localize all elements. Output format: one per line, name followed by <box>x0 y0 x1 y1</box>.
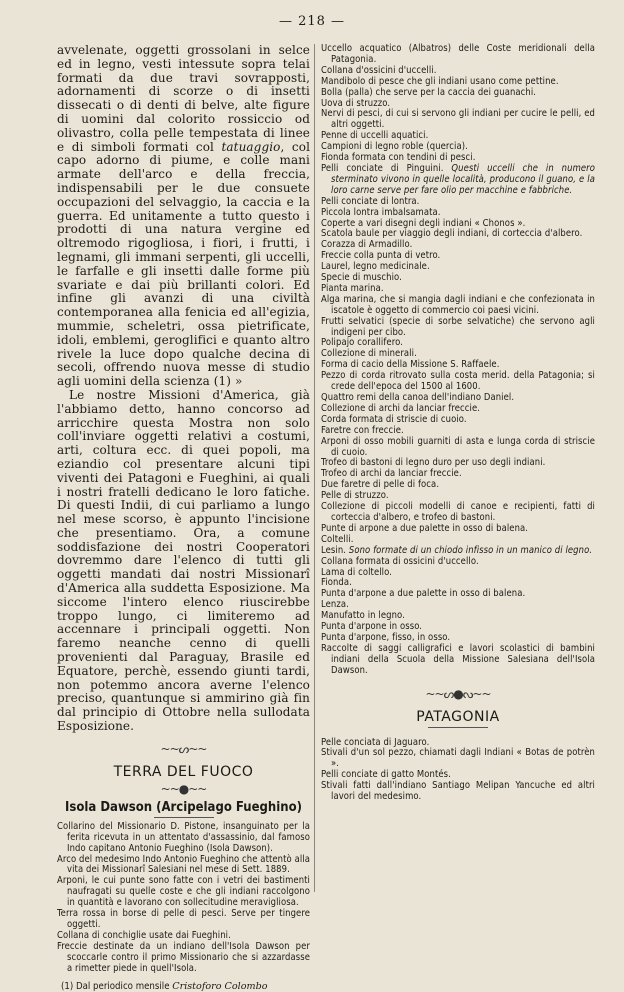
items-list-isola-dawson <box>57 822 310 975</box>
list-item-text: Collana d'ossicini d'uccelli. <box>321 64 437 76</box>
list-item-text: Campioni di legno roble (quercia). <box>321 141 468 153</box>
list-item-text: Corda formata di striscie di cuoio. <box>321 413 467 425</box>
list-item-text: Pezzo di corda ritrovato sulla costa merid. della Patagonia; si crede dell'epoca del 1500 al 1600. <box>321 370 595 393</box>
title-underline <box>428 727 488 728</box>
list-item-text: Penne di uccelli aquatici. <box>321 130 429 142</box>
list-item: Pelle conciata di Jaguaro. <box>321 736 430 748</box>
list-item-text: Alga marina, che si mangia dagli indiani e che confezionata in iscatole è oggetto di commercio coi paesi vicini. <box>321 293 595 316</box>
paragraph-missions: Le nostre Missioni d'America, già l'abbiamo detto, hanno concorso ad arricchire questa Mostra non solo coll'inviare oggetti relativi a costumi, arti, coltura ecc. di quei popoli, ma eziandio col presentare alcuni tipi viventi dei Patagoni e Fueghini, ai quali i nostri fratelli dedicano le loro fatiche. Di questi Indii, di cui parliamo a lungo nel mese scorso, è appunto l'incisione che presentiamo. Ora, a comune soddisfazione dei nostri Cooperatori dovremmo dare l'elenco di tutti gli oggetti mandati dai nostri Missionarî d'America alla suddetta Esposizione. Ma siccome l'intero elenco riuscirebbe troppo lungo, ci limiteremo ad accennare i principali oggetti. Non faremo neanche cenno di quelli provenienti dal Paraguay, Brasile ed Equatore, perchè, essendo giunti tardi, non potemmo ancora averne l'elenco preciso, quantunque si ammirino già fin dal principio di Ottobre nella sullodata Esposizione. <box>57 387 310 734</box>
list-item <box>321 44 595 66</box>
list-item <box>321 164 595 197</box>
paragraph-continuation: avvelenate, oggetti grossolani in selce ed in legno, vesti intessute sopra telai formati da due travi sovrapposti, adornamenti di scorze o di insetti dissecati o di denti di belve, alte figure di uomini dal colorito rossiccio od olivastro, colla pelle tempestata di linee e di simboli formati col tatuaggio, col capo adorno di piume, e colle mani armate dell'arco e della freccia, indispensabili per le due consuete occupazioni del selvaggio, la caccia e la guerra. Ed unitamente a tutto questo i prodotti di una natura vergine ed oltremodo rigogliosa, i fiori, i frutti, i legnami, gli immani serpenti, gli uccelli, le farfalle e gli insetti dalle forme più svariate e dai più brillanti colori. Ed infine gli avanzi di una civiltà contemporanea alla fenicia ed all'egizia, mummie, scheletri, ossa pietrificate, idoli, emblemi, geroglifici e quanto altro rivele la luce dopo qualche decina di secoli, offrendo nuova messe di studio agli uomini della scienza (1) » <box>57 43 311 389</box>
list-item <box>321 317 595 339</box>
footnote-periodical-title: Cristoforo Colombo <box>172 980 268 992</box>
list-item-text: Punta d'arpone, fisso, in osso. <box>321 631 451 643</box>
list-item-text: Fionda formata con tendini di pesci. <box>321 152 476 164</box>
list-item-italic-note: Sono formate di un chiodo infisso in un manico di legno. <box>348 544 593 556</box>
list-item-text: Bolla (palla) che serve per la caccia dei guanachi. <box>321 86 537 98</box>
list-item-text: Raccolte di saggi calligrafici e lavori scolastici di bambini indiani della Scuola della Missione Salesiana dell'Isola Dawson. <box>321 642 595 676</box>
ornament-small: ~~●~~ <box>160 781 207 796</box>
list-item: Terra rossa in borse di pelle di pesci. Serve per tingere oggetti. <box>57 908 310 930</box>
page-number: — 218 — <box>278 14 346 29</box>
list-item-text: Uccello acquatico (Albatros) delle Coste meridionali della Patagonia. <box>321 43 595 65</box>
ornament-divider: ~~ᔕ~~ <box>160 741 207 756</box>
list-item-text: Trofeo di archi da lanciar freccie. <box>321 468 462 480</box>
list-item <box>321 109 595 131</box>
column-divider <box>314 44 315 892</box>
list-item-text: Collezione di archi da lanciar freccie. <box>321 402 481 414</box>
list-item-text: Polipajo corallifero. <box>321 337 403 349</box>
list-item-text: Uova di struzzo. <box>321 97 391 109</box>
right-column <box>321 44 595 803</box>
list-item-italic-note: Questi uccelli che in numero sterminato vivono in quelle località, producono il guano, e la loro carne serve per fare olio per macchine e fabbriche. <box>331 162 596 196</box>
items-list-continued <box>321 44 595 677</box>
list-item <box>321 568 595 579</box>
list-item <box>321 502 595 524</box>
list-item: Arponi, le cui punte sono fatte con i vetri dei bastimenti naufragati su quelle coste e che gli indiani raccolgono in quantità e lavorano con sollecitudine meravigliosa. <box>57 875 310 909</box>
section-title-patagonia: PATAGONIA <box>416 708 500 725</box>
list-item-text: Coltelli. <box>321 533 354 545</box>
list-item-text: Collana formata di ossicini d'uccello. <box>321 555 479 567</box>
list-item <box>321 644 595 677</box>
list-item-text: Collezione di piccoli modelli di canoe e recipienti, fatti di corteccia d'albero, e trofeo di bastoni. <box>321 501 595 523</box>
list-item-text: Pelle di struzzo. <box>321 490 389 502</box>
list-item-text: Corazza di Armadillo. <box>321 239 413 251</box>
list-item-text: Specie di muschio. <box>321 272 402 284</box>
footnote-text: (1) Dal periodico mensile <box>61 980 170 992</box>
items-list-patagonia <box>321 738 595 803</box>
list-item-text: Mandibolo di pesce che gli indiani usano come pettine. <box>321 75 559 87</box>
list-item-text: Punte di arpone a due palette in osso di balena. <box>321 522 529 534</box>
list-item-text: Due faretre di pelle di foca. <box>321 479 440 491</box>
list-item: Collarino del Missionario D. Pistone, insanguinato per la ferita ricevuta in un attentato d'assassinio, dal famoso Indo capitano Antonio Fueghino (Isola Dawson). <box>57 820 310 854</box>
list-item: Pelli conciate di gatto Montés. <box>321 769 451 781</box>
list-item-text: Arponi di osso mobili guarniti di asta e lunga corda di striscie di cuoio. <box>321 435 595 458</box>
list-item-text: Quattro remi della canoa dell'indiano Daniel. <box>321 392 515 403</box>
list-item-text: Punta d'arpone a due palette in osso di balena. <box>321 588 526 600</box>
left-column <box>57 44 310 992</box>
list-item: Freccie destinate da un indiano dell'Isola Dawson per scoccarle contro il primo Missionario che si azzardasse a rimetter piede in quell'Isola. <box>57 940 310 974</box>
list-item-text: Manufatto in legno. <box>321 610 405 622</box>
list-item: Collana di conchiglie usate dai Fueghini. <box>57 929 231 941</box>
list-item-text: Scatola baule per viaggio degli indiani, di corteccia d'albero. <box>321 228 583 240</box>
list-item-text: Nervi di pesci, di cui si servono gli indiani per cucire le pelli, ed altri oggetti. <box>321 108 595 131</box>
list-item-text: Coperte a vari disegni degli indiani « Chonos ». <box>321 217 526 229</box>
list-item-text: Fionda. <box>321 577 352 589</box>
title-underline <box>154 817 214 818</box>
list-item <box>321 295 595 317</box>
list-item-text: Lesin. <box>321 544 347 556</box>
list-item-text: Pelli conciate di Pinguini. <box>321 162 444 174</box>
list-item-text: Lenza. <box>321 599 349 611</box>
list-item <box>321 371 595 393</box>
list-item-text: Collezione di minerali. <box>321 348 417 360</box>
list-item <box>321 589 595 600</box>
list-item-text: Pelli conciate di lontra. <box>321 195 420 207</box>
list-item-text: Faretre con freccie. <box>321 424 404 436</box>
list-item: Arco del medesimo Indo Antonio Fueghino che attentò alla vita dei Missionarî Salesiani nel mese di Sett. 1889. <box>57 853 310 876</box>
list-item-text: Frutti selvatici (specie di sorbe selvatiche) che servono agli indigeni per cibo. <box>321 315 595 338</box>
ornament-divider: ~~ᔕ●ᔓ~~ <box>425 686 491 701</box>
list-item-text: Pianta marina. <box>321 282 384 294</box>
list-item-text: Piccola lontra imbalsamata. <box>321 206 441 218</box>
footnote <box>57 981 310 992</box>
list-item-text: Freccie colla punta di vetro. <box>321 250 441 262</box>
list-item: Stivali d'un sol pezzo, chiamati dagli Indiani « Botas de potrèn ». <box>321 747 595 770</box>
subsection-title-isola-dawson: Isola Dawson (Arcipelago Fueghino) <box>65 799 302 815</box>
list-item-text: Trofeo di bastoni di legno duro per uso degli indiani. <box>321 457 546 469</box>
section-title-terra-del-fuoco: TERRA DEL FUOCO <box>113 763 254 780</box>
list-item-text: Lama di coltello. <box>321 566 393 578</box>
list-item-text: Forma di cacio della Missione S. Raffaele. <box>321 359 500 371</box>
list-item-text: Punta d'arpone in osso. <box>321 621 423 633</box>
list-item-text: Laurel, legno medicinale. <box>321 261 430 273</box>
list-item <box>321 524 595 535</box>
list-item: Stivali fatti dall'indiano Santiago Melipan Yancuche ed altri lavori del medesimo. <box>321 780 595 803</box>
list-item <box>321 437 595 459</box>
